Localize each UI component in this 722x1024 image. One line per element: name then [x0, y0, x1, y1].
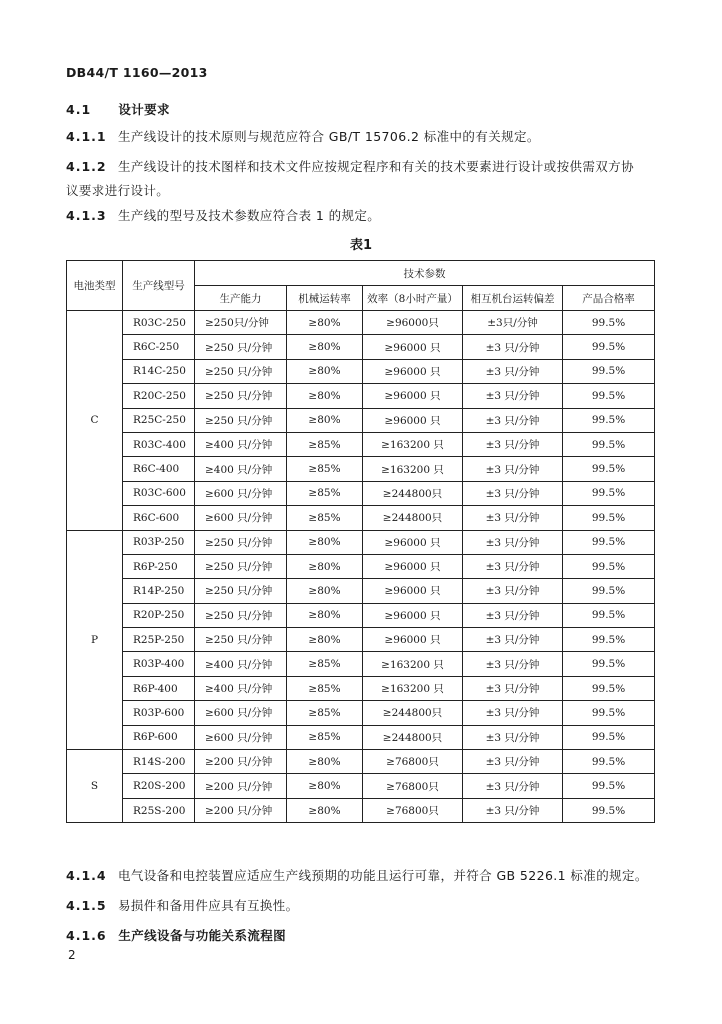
model-cell: R6P-400	[123, 676, 195, 700]
section-number: 4.1	[66, 102, 92, 117]
deviation-cell: ±3 只/分钟	[463, 432, 563, 456]
pass-rate-cell: 99.5%	[563, 359, 655, 383]
table-row	[67, 701, 655, 725]
model-cell: R25P-250	[123, 628, 195, 652]
pass-rate-cell: 99.5%	[563, 408, 655, 432]
section-text: 生产线的型号及技术参数应符合表 1 的规定。	[117, 208, 381, 223]
deviation-cell: ±3 只/分钟	[463, 481, 563, 505]
deviation-cell: ±3 只/分钟	[463, 725, 563, 749]
efficiency-cell: ≥96000 只	[363, 603, 463, 627]
pass-rate-cell: 99.5%	[563, 335, 655, 359]
table-caption: 表1	[349, 238, 373, 253]
deviation-cell: ±3 只/分钟	[463, 530, 563, 554]
capacity-cell: ≥600 只/分钟	[195, 725, 287, 749]
efficiency-cell: ≥163200 只	[363, 432, 463, 456]
model-cell: R6C-600	[123, 506, 195, 530]
section-4-1-5	[66, 894, 299, 918]
mech-rate-cell: ≥80%	[287, 798, 363, 822]
model-cell: R20P-250	[123, 603, 195, 627]
pass-rate-cell: 99.5%	[563, 750, 655, 774]
mech-rate-cell: ≥80%	[287, 750, 363, 774]
pass-rate-cell: 99.5%	[563, 457, 655, 481]
mech-rate-cell: ≥85%	[287, 701, 363, 725]
capacity-cell: ≥250只/分钟	[195, 311, 287, 335]
mech-rate-cell: ≥80%	[287, 408, 363, 432]
section-text: 易损件和备用件应具有互换性。	[117, 898, 299, 913]
capacity-cell: ≥250 只/分钟	[195, 554, 287, 578]
table-row	[67, 603, 655, 627]
capacity-cell: ≥600 只/分钟	[195, 481, 287, 505]
deviation-cell: ±3只/分钟	[463, 311, 563, 335]
section-text: 生产线设计的技术图样和技术文件应按规定程序和有关的技术要素进行设计或按供需双方协	[117, 159, 634, 174]
model-cell: R14C-250	[123, 359, 195, 383]
battery-type-cell: P	[67, 530, 123, 750]
efficiency-cell: ≥96000 只	[363, 359, 463, 383]
mech-rate-cell: ≥85%	[287, 676, 363, 700]
mech-rate-cell: ≥80%	[287, 359, 363, 383]
model-cell: R20C-250	[123, 384, 195, 408]
document-code: DB44/T 1160—2013	[66, 65, 208, 80]
model-cell: R03P-600	[123, 701, 195, 725]
capacity-cell: ≥250 只/分钟	[195, 530, 287, 554]
table-row	[67, 750, 655, 774]
pass-rate-cell: 99.5%	[563, 579, 655, 603]
section-text-continued: 议要求进行设计。	[66, 183, 170, 198]
section-4-1	[66, 98, 170, 122]
section-4-1-6	[66, 924, 286, 948]
deviation-cell: ±3 只/分钟	[463, 750, 563, 774]
mech-rate-cell: ≥80%	[287, 335, 363, 359]
deviation-cell: ±3 只/分钟	[463, 554, 563, 578]
pass-rate-cell: 99.5%	[563, 506, 655, 530]
capacity-cell: ≥250 只/分钟	[195, 579, 287, 603]
table-row	[67, 384, 655, 408]
deviation-cell: ±3 只/分钟	[463, 506, 563, 530]
pass-rate-cell: 99.5%	[563, 725, 655, 749]
table-row	[67, 408, 655, 432]
model-cell: R03C-600	[123, 481, 195, 505]
model-cell: R03C-250	[123, 311, 195, 335]
capacity-cell: ≥250 只/分钟	[195, 603, 287, 627]
header-mech-rate: 机械运转率	[287, 286, 363, 311]
model-cell: R25S-200	[123, 798, 195, 822]
pass-rate-cell: 99.5%	[563, 481, 655, 505]
deviation-cell: ±3 只/分钟	[463, 676, 563, 700]
efficiency-cell: ≥96000 只	[363, 335, 463, 359]
header-efficiency: 效率（8小时产量）	[363, 286, 463, 311]
table-row	[67, 432, 655, 456]
mech-rate-cell: ≥80%	[287, 579, 363, 603]
capacity-cell: ≥200 只/分钟	[195, 798, 287, 822]
mech-rate-cell: ≥80%	[287, 628, 363, 652]
capacity-cell: ≥250 只/分钟	[195, 408, 287, 432]
capacity-cell: ≥600 只/分钟	[195, 506, 287, 530]
efficiency-cell: ≥244800只	[363, 701, 463, 725]
mech-rate-cell: ≥80%	[287, 774, 363, 798]
table-row	[67, 335, 655, 359]
section-title: 设计要求	[118, 102, 170, 117]
deviation-cell: ±3 只/分钟	[463, 359, 563, 383]
mech-rate-cell: ≥80%	[287, 554, 363, 578]
capacity-cell: ≥400 只/分钟	[195, 432, 287, 456]
table-row	[67, 725, 655, 749]
efficiency-cell: ≥96000 只	[363, 530, 463, 554]
capacity-cell: ≥250 只/分钟	[195, 359, 287, 383]
deviation-cell: ±3 只/分钟	[463, 652, 563, 676]
deviation-cell: ±3 只/分钟	[463, 408, 563, 432]
section-4-1-2	[66, 155, 634, 203]
section-number: 4.1.1	[66, 129, 107, 144]
section-text: 生产线设计的技术原则与规范应符合 GB/T 15706.2 标准中的有关规定。	[117, 129, 540, 144]
header-tech-params: 技术参数	[195, 261, 655, 286]
pass-rate-cell: 99.5%	[563, 652, 655, 676]
section-number: 4.1.2	[66, 159, 107, 174]
section-4-1-1	[66, 125, 540, 149]
mech-rate-cell: ≥85%	[287, 725, 363, 749]
deviation-cell: ±3 只/分钟	[463, 457, 563, 481]
table-row	[67, 506, 655, 530]
model-cell: R6C-250	[123, 335, 195, 359]
spec-table	[66, 260, 655, 823]
pass-rate-cell: 99.5%	[563, 628, 655, 652]
mech-rate-cell: ≥85%	[287, 506, 363, 530]
table-row	[67, 554, 655, 578]
deviation-cell: ±3 只/分钟	[463, 335, 563, 359]
efficiency-cell: ≥96000 只	[363, 384, 463, 408]
pass-rate-cell: 99.5%	[563, 554, 655, 578]
efficiency-cell: ≥244800只	[363, 506, 463, 530]
mech-rate-cell: ≥85%	[287, 481, 363, 505]
efficiency-cell: ≥76800只	[363, 774, 463, 798]
capacity-cell: ≥250 只/分钟	[195, 628, 287, 652]
pass-rate-cell: 99.5%	[563, 676, 655, 700]
section-text: 电气设备和电控装置应适应生产线预期的功能且运行可靠，并符合 GB 5226.1 标准的规定。	[117, 868, 648, 883]
section-number: 4.1.6	[66, 928, 107, 943]
pass-rate-cell: 99.5%	[563, 530, 655, 554]
efficiency-cell: ≥96000 只	[363, 554, 463, 578]
deviation-cell: ±3 只/分钟	[463, 701, 563, 725]
page-number: 2	[68, 948, 76, 962]
deviation-cell: ±3 只/分钟	[463, 579, 563, 603]
efficiency-cell: ≥244800只	[363, 481, 463, 505]
mech-rate-cell: ≥85%	[287, 432, 363, 456]
mech-rate-cell: ≥80%	[287, 384, 363, 408]
model-cell: R20S-200	[123, 774, 195, 798]
model-cell: R25C-250	[123, 408, 195, 432]
model-cell: R6P-250	[123, 554, 195, 578]
deviation-cell: ±3 只/分钟	[463, 603, 563, 627]
deviation-cell: ±3 只/分钟	[463, 384, 563, 408]
capacity-cell: ≥250 只/分钟	[195, 384, 287, 408]
section-title: 生产线设备与功能关系流程图	[118, 928, 287, 943]
model-cell: R6C-400	[123, 457, 195, 481]
section-number: 4.1.4	[66, 868, 107, 883]
efficiency-cell: ≥96000 只	[363, 408, 463, 432]
header-battery-type: 电池类型	[67, 261, 123, 311]
deviation-cell: ±3 只/分钟	[463, 628, 563, 652]
mech-rate-cell: ≥80%	[287, 311, 363, 335]
table-row	[67, 798, 655, 822]
model-cell: R14S-200	[123, 750, 195, 774]
table-row	[67, 530, 655, 554]
pass-rate-cell: 99.5%	[563, 701, 655, 725]
mech-rate-cell: ≥80%	[287, 530, 363, 554]
header-deviation: 相互机台运转偏差	[463, 286, 563, 311]
header-capacity: 生产能力	[195, 286, 287, 311]
model-cell: R03C-400	[123, 432, 195, 456]
table-row	[67, 628, 655, 652]
mech-rate-cell: ≥85%	[287, 652, 363, 676]
efficiency-cell: ≥244800只	[363, 725, 463, 749]
deviation-cell: ±3 只/分钟	[463, 774, 563, 798]
efficiency-cell: ≥96000 只	[363, 579, 463, 603]
table-row	[67, 652, 655, 676]
section-number: 4.1.3	[66, 208, 107, 223]
table-row	[67, 774, 655, 798]
capacity-cell: ≥200 只/分钟	[195, 774, 287, 798]
header-pass-rate: 产品合格率	[563, 286, 655, 311]
table-row	[67, 311, 655, 335]
efficiency-cell: ≥76800只	[363, 750, 463, 774]
section-4-1-4	[66, 864, 648, 888]
table-row	[67, 481, 655, 505]
pass-rate-cell: 99.5%	[563, 432, 655, 456]
capacity-cell: ≥200 只/分钟	[195, 750, 287, 774]
model-cell: R03P-400	[123, 652, 195, 676]
efficiency-cell: ≥96000 只	[363, 628, 463, 652]
mech-rate-cell: ≥85%	[287, 457, 363, 481]
table-row	[67, 359, 655, 383]
pass-rate-cell: 99.5%	[563, 603, 655, 627]
efficiency-cell: ≥96000只	[363, 311, 463, 335]
efficiency-cell: ≥76800只	[363, 798, 463, 822]
capacity-cell: ≥400 只/分钟	[195, 457, 287, 481]
battery-type-cell: S	[67, 750, 123, 823]
pass-rate-cell: 99.5%	[563, 774, 655, 798]
model-cell: R03P-250	[123, 530, 195, 554]
table-row	[67, 676, 655, 700]
mech-rate-cell: ≥80%	[287, 603, 363, 627]
efficiency-cell: ≥163200 只	[363, 457, 463, 481]
header-model: 生产线型号	[123, 261, 195, 311]
pass-rate-cell: 99.5%	[563, 311, 655, 335]
pass-rate-cell: 99.5%	[563, 384, 655, 408]
efficiency-cell: ≥163200 只	[363, 676, 463, 700]
table-row	[67, 457, 655, 481]
capacity-cell: ≥250 只/分钟	[195, 335, 287, 359]
efficiency-cell: ≥163200 只	[363, 652, 463, 676]
model-cell: R6P-600	[123, 725, 195, 749]
section-number: 4.1.5	[66, 898, 107, 913]
section-4-1-3	[66, 204, 380, 228]
battery-type-cell: C	[67, 311, 123, 531]
model-cell: R14P-250	[123, 579, 195, 603]
capacity-cell: ≥600 只/分钟	[195, 701, 287, 725]
pass-rate-cell: 99.5%	[563, 798, 655, 822]
table-row	[67, 579, 655, 603]
capacity-cell: ≥400 只/分钟	[195, 652, 287, 676]
capacity-cell: ≥400 只/分钟	[195, 676, 287, 700]
deviation-cell: ±3 只/分钟	[463, 798, 563, 822]
